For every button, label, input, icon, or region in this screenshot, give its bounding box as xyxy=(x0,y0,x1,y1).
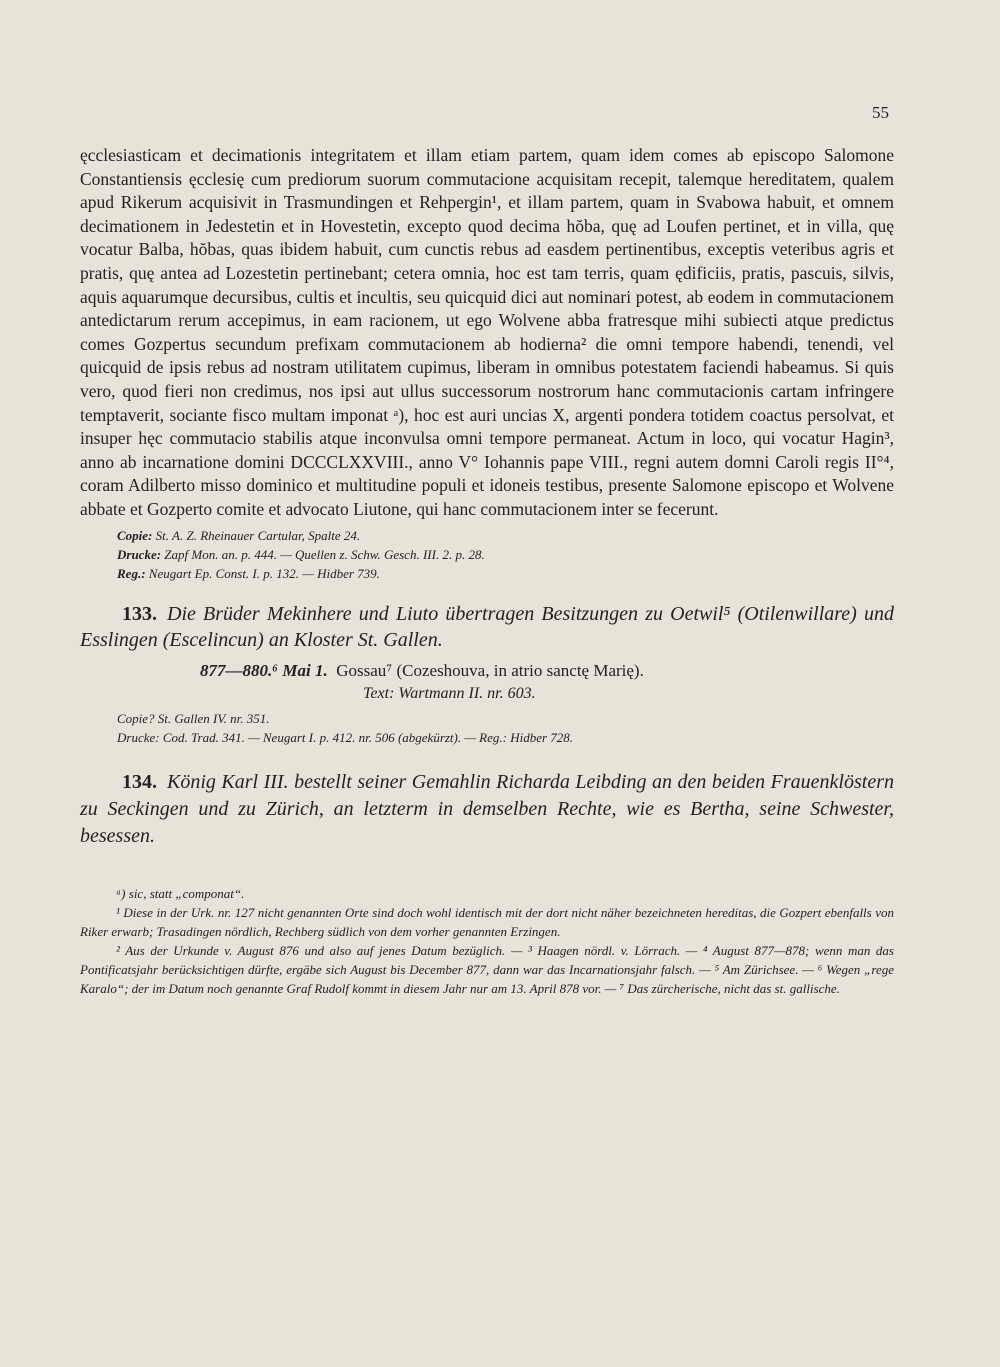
entry-133-dateline xyxy=(80,659,894,683)
references-132 xyxy=(80,526,894,583)
entry-133-number: 133. xyxy=(122,602,157,625)
ref-drucke: Drucke: Zapf Mon. an. p. 444. — Quellen z. Schw. Gesch. III. 2. p. 28. xyxy=(117,546,485,562)
entry-133-title: Die Brüder Mekinhere und Liuto übertragen Besitzungen zu Oetwil⁵ (Otilenwillare) und Esslingen (Escelincun) an Kloster St. Gallen. xyxy=(80,602,894,651)
entry-133-place: Gossau⁷ (Cozeshouva, in atrio sanctę Marię). xyxy=(336,660,644,680)
charter-text: ęcclesiasticam et decimationis integritatem et illam etiam partem, quam idem comes ab episcopo Salomone Constantiensis ęcclesię cum prediorum suorum commutacione acquisitam recepit, talemque hereditatem, qualem apud Rikerum acquisivit in Trasmundingen et Rehpergin¹, et illam partem, quam in Svabowa habuit, et omnem decimationem in Jedestetin et in Hovestetin, excepto quod decima hŏba, quę ad Loufen pertinet, et in villa, quę vocatur Balba, hŏbas, quas ibidem habuit, cum cunctis rebus ad easdem pertinentibus, exceptis veteribus agris et pratis, quę antea ad Lozestetin pertinebant; cetera omnia, hoc est tam terris, quam ędificiis, pratis, pascuis, silvis, aquis aquarumque decursibus, cultis et incultis, seu quicquid dici aut nominari potest, ab eodem in commutacionem antedictarum rerum accepimus, in eam racionem, ut ego Wolvene abba fratresque mihi subiecti atque predictus comes Gozpertus secundum prefixam commutacionem ab hodierna² die omni tempore habendi, tenendi, vel quicquid de ipsis rebus ad nostram utilitatem cupimus, liberam in omnibus potestatem faciendi habeamus. Si quis vero, quod fieri non credimus, nos ipsi aut ullus successorum nostrorum hanc commutacionis cartam infringere temptaverit, sociante fisco multam imponat ᵃ), hoc est auri uncias X, argenti pondera totidem coactus persolvat, et insuper hęc commutacio stabilis atque inconvulsa omni tempore permaneat. Actum in loco, qui vocatur Hagin³, anno ab incarnatione domini DCCCLXXVIII., anno V° Iohannis pape VIII., regni autem domni Caroli regis II°⁴, coram Adilberto misso dominico et multitudine populi et idoneis testibus, presente Salomone episcopo et Wolvene abbate et Gozperto comite et advocato Liutone, qui hanc commutacionem inter se fecerunt. xyxy=(80,145,894,519)
references-133 xyxy=(80,709,894,747)
footnote-1: ¹ Diese in der Urk. nr. 127 nicht genannten Orte sind doch wohl identisch mit der dort nicht näher bezeichneten hereditas, die Gozpert ebenfalls von Riker erwarb; Trasadingen nördlich, Rechberg südlich von dem vorher genannten Erzingen. xyxy=(80,904,894,939)
entry-134-number: 134. xyxy=(122,770,157,793)
entry-133-date: 877—880.⁶ Mai 1. xyxy=(200,660,328,680)
page-number: 55 xyxy=(872,103,889,122)
entry-133-heading xyxy=(80,601,894,653)
entry-133-text-source: Text: Wartmann II. nr. 603. xyxy=(363,684,536,702)
entry-134-title: König Karl III. bestellt seiner Gemahlin Richarda Leibding an den beiden Frauenklöstern zu Seckingen und zu Zürich, an letzterm in demselben Rechte, wie es Bertha, seine Schwester, besessen. xyxy=(80,770,894,847)
ref-133-drucke: Drucke: Cod. Trad. 341. — Neugart I. p. 412. nr. 506 (abgekürzt). — Reg.: Hidber 728. xyxy=(117,729,574,745)
footnote-2-7: ² Aus der Urkunde v. August 876 und also auf jenes Datum bezüglich. — ³ Haagen nördl. v. Lörrach. — ⁴ August 877—878; wenn man das Pontificatsjahr berücksichtigen dürfte, ergäbe sich August bis December 877, dann war das Incarnationsjahr falsch. — ⁵ Am Zürichsee. — ⁶ Wegen „rege Karalo“; der im Datum noch genannte Graf Rudolf kommt in diesem Jahr nur am 13. April 878 vor. — ⁷ Das zürcherische, nicht das st. gallische. xyxy=(80,942,894,996)
ref-133-copie: Copie? St. Gallen IV. nr. 351. xyxy=(117,710,270,726)
ref-copie: Copie: St. A. Z. Rheinauer Cartular, Spalte 24. xyxy=(117,527,361,543)
entry-134-heading xyxy=(80,769,894,850)
footnote-a: ᵃ) sic, statt „componat“. xyxy=(116,885,245,901)
main-column xyxy=(80,144,894,998)
ref-reg: Reg.: Neugart Ep. Const. I. p. 132. — Hidber 739. xyxy=(117,565,380,581)
footnotes xyxy=(80,884,894,998)
